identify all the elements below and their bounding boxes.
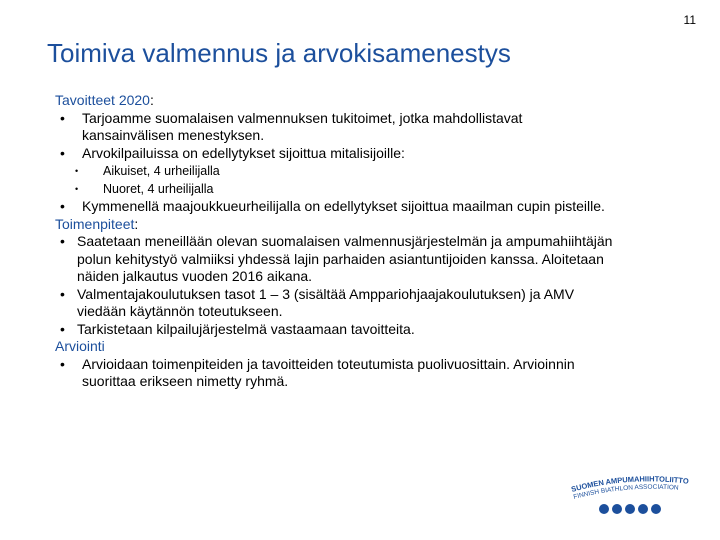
actions-heading: Toimenpiteet: xyxy=(55,215,139,232)
evaluation-heading: Arviointi xyxy=(55,338,105,354)
goals-heading: Tavoitteet 2020: xyxy=(55,92,154,108)
goal-bullet: • Arvokilpailuissa on edellytykset sijoittua mitalisijoille: xyxy=(60,144,405,161)
action-bullet: • Saatetaan meneillään olevan suomalaisen valmennusjärjestelmän ja ampumahiihtäjän polun kehitystyö valmiiksi yhdessä lajin parhaiden asiantuntijoiden kanssa. Aloitetaan näiden jalkautus vuoden 2016 aikana. xyxy=(60,233,613,284)
association-logo xyxy=(568,470,698,520)
evaluation-bullet: • Arvioidaan toimenpiteiden ja tavoitteiden toteutumista puolivuosittain. Arvioinnin suorittaa erikseen nimetty ryhmä. xyxy=(60,355,575,389)
page-number: 11 xyxy=(683,13,696,27)
slide-content xyxy=(55,92,615,391)
goal-bullet: • Tarjoamme suomalaisen valmennuksen tukitoimet, jotka mahdollistavat kansainvälisen menestyksen. xyxy=(60,109,523,143)
action-bullet: • Valmentajakoulutuksen tasot 1 – 3 (sisältää Amppariohjaajakoulutuksen) ja AMV viedään käytännön toteutukseen. xyxy=(60,285,575,319)
goal-sub-bullet: • Nuoret, 4 urheilijalla xyxy=(75,182,214,196)
logo-text-fi: SUOMEN AMPUMAHIIHTOLIITTO xyxy=(570,474,690,494)
action-bullet: • Tarkistetaan kilpailujärjestelmä vastaamaan tavoitteita. xyxy=(60,320,415,337)
logo-rings-icon xyxy=(599,504,661,514)
goal-sub-bullet: • Aikuiset, 4 urheilijalla xyxy=(75,164,220,178)
slide-title: Toimiva valmennus ja arvokisamenestys xyxy=(47,38,511,68)
goal-bullet: • Kymmenellä maajoukkueurheilijalla on edellytykset sijoittua maailman cupin pisteille. xyxy=(60,198,605,214)
logo-text-en: FINNISH BIATHLON ASSOCIATION xyxy=(572,483,679,501)
